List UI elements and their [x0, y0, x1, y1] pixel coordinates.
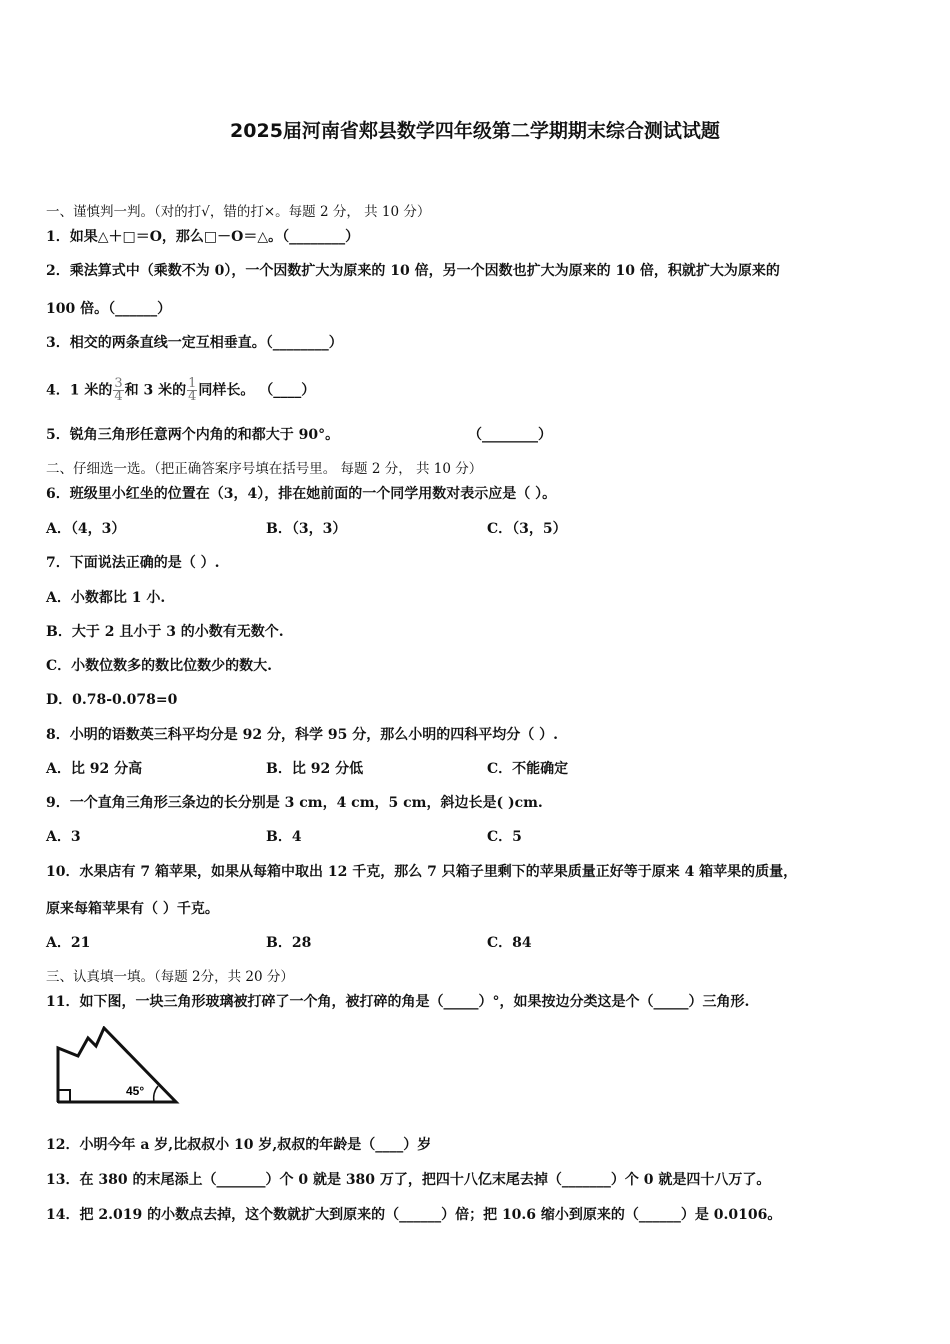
- question-7-option-a: A．小数都比 1 小.: [46, 590, 166, 606]
- question-7-option-c: C．小数位数多的数比位数少的数大.: [46, 658, 273, 674]
- question-4-part-1: 4．1 米的: [46, 382, 113, 399]
- fraction-denominator: 4: [188, 389, 197, 404]
- question-8-option-a: A．比 92 分高: [46, 761, 143, 777]
- question-8-option-b: B．比 92 分低: [266, 761, 364, 777]
- fraction-three-quarters: [113, 378, 123, 403]
- question-7: 7．下面说法正确的是（ ）.: [46, 555, 220, 571]
- question-10-line-2: 原来每箱苹果有（ ）千克。: [46, 901, 219, 917]
- fraction-numerator: 3: [114, 376, 123, 391]
- angle-label: 45°: [126, 1084, 145, 1098]
- question-1: 1．如果△＋□＝O，那么□－O＝△。（________）: [46, 229, 360, 245]
- question-13: 13．在 380 的末尾添上（_______）个 0 就是 380 万了，把四十八亿末尾去掉（_______）个 0 就是四十八万了。: [46, 1172, 771, 1188]
- question-4-part-3: 同样长。 （____）: [198, 382, 316, 399]
- section-heading-2: 二、仔细选一选。（把正确答案序号填在括号里。 每题 2 分， 共 10 分）: [46, 461, 483, 477]
- question-9-option-c: C．5: [487, 829, 522, 845]
- triangle-outline: [58, 1028, 176, 1102]
- question-8: 8．小明的语数英三科平均分是 92 分，科学 95 分，那么小明的四科平均分（ ）.: [46, 727, 558, 743]
- question-14: 14．把 2.019 的小数点去掉，这个数就扩大到原来的（______）倍；把 10.6 缩小到原来的（______）是 0.0106。: [46, 1207, 782, 1223]
- question-10-option-b: B．28: [266, 935, 312, 951]
- page-title: 2025届河南省郏县数学四年级第二学期期末综合测试试题: [230, 120, 720, 142]
- question-7-option-d: D．0.78-0.078=0: [46, 692, 178, 708]
- question-7-option-b: B．大于 2 且小于 3 的小数有无数个.: [46, 624, 284, 640]
- question-2-line-2: 100 倍。（______）: [46, 301, 172, 317]
- question-6: 6．班级里小红坐的位置在（3，4），排在她前面的一个同学用数对表示应是（ ）。: [46, 486, 557, 502]
- broken-triangle-figure: [54, 1026, 184, 1108]
- question-5: 5．锐角三角形任意两个内角的和都大于 90°。: [46, 427, 340, 443]
- question-4-part-2: 和 3 米的: [124, 382, 187, 399]
- fraction-one-quarter: [187, 378, 197, 403]
- question-9-option-b: B．4: [266, 829, 302, 845]
- section-heading-3: 三、认真填一填。（每题 2分，共 20 分）: [46, 969, 294, 985]
- fraction-numerator: 1: [188, 376, 197, 391]
- question-9-option-a: A．3: [46, 829, 81, 845]
- question-6-option-a: A．（4，3）: [46, 521, 126, 537]
- angle-arc: [154, 1086, 158, 1102]
- question-12: 12．小明今年 a 岁,比叔叔小 10 岁,叔叔的年龄是（____）岁: [46, 1137, 432, 1153]
- question-10-option-a: A．21: [46, 935, 91, 951]
- section-heading-1: 一、谨慎判一判。（对的打√，错的打×。每题 2 分， 共 10 分）: [46, 204, 431, 220]
- question-6-option-c: C．（3，5）: [487, 521, 567, 537]
- question-5-blank: （________）: [468, 427, 552, 443]
- question-2-line-1: 2．乘法算式中（乘数不为 0），一个因数扩大为原来的 10 倍，另一个因数也扩大为原来的 10 倍，积就扩大为原来的: [46, 263, 780, 279]
- right-angle-mark: [58, 1090, 70, 1102]
- question-9: 9．一个直角三角形三条边的长分别是 3 cm，4 cm，5 cm，斜边长是( )cm.: [46, 795, 543, 811]
- question-11: 11．如下图，一块三角形玻璃被打碎了一个角，被打碎的角是（_____）°，如果按边分类这是个（_____）三角形.: [46, 994, 750, 1010]
- fraction-denominator: 4: [114, 389, 123, 404]
- question-10-line-1: 10．水果店有 7 箱苹果，如果从每箱中取出 12 千克，那么 7 只箱子里剩下的苹果质量正好等于原来 4 箱苹果的质量，: [46, 864, 798, 880]
- question-3: 3．相交的两条直线一定互相垂直。（________）: [46, 335, 343, 351]
- question-4: [46, 378, 315, 403]
- question-8-option-c: C．不能确定: [487, 761, 569, 777]
- question-10-option-c: C．84: [487, 935, 532, 951]
- question-6-option-b: B．（3，3）: [266, 521, 347, 537]
